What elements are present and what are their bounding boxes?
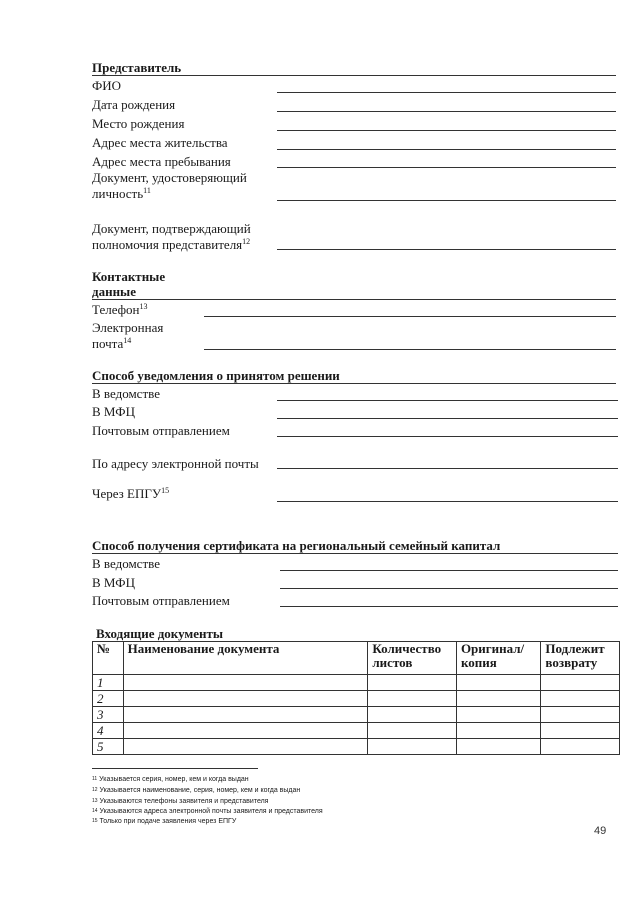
residence-address-label: Адрес места жительства	[92, 135, 228, 150]
footnote-15: $^{15}$ Только при подаче заявления через ЕПГУ	[92, 818, 237, 825]
certificate-heading: Способ получения сертификата на региональный семейный капитал	[92, 538, 618, 554]
email-label	[92, 320, 163, 352]
authority-document-label-line2: полномочия представителя	[92, 237, 243, 252]
notify-mfc-field[interactable]	[277, 418, 618, 419]
birth-place-label: Место рождения	[92, 116, 185, 131]
doc-return-cell[interactable]	[541, 691, 620, 707]
footnote-ref-12: 12	[242, 237, 251, 246]
doc-return-cell[interactable]	[541, 675, 620, 691]
cert-post-label: Почтовым отправлением	[92, 593, 230, 608]
table-row	[93, 723, 620, 739]
table-row	[93, 675, 620, 691]
col-header-orig: Оригинал/ копия	[456, 642, 540, 675]
authority-document-label	[92, 221, 251, 253]
doc-name-cell[interactable]	[123, 707, 368, 723]
doc-qty-cell[interactable]	[368, 723, 457, 739]
id-document-field[interactable]	[277, 200, 616, 201]
incoming-docs-table	[92, 641, 620, 755]
col-header-return: Подлежит возврату	[541, 642, 620, 675]
cert-agency-field[interactable]	[280, 570, 618, 571]
footnote-11: $^{11}$ Указывается серия, номер, кем и когда выдан	[92, 776, 249, 783]
cert-agency-label: В ведомстве	[92, 556, 160, 571]
footnote-divider	[92, 768, 258, 769]
table-header-row	[93, 642, 620, 675]
cert-mfc-label: В МФЦ	[92, 575, 135, 590]
doc-name-cell[interactable]	[123, 691, 368, 707]
fio-label: ФИО	[92, 78, 122, 93]
row-number: 5	[93, 739, 124, 755]
contacts-heading: Контактные данные	[92, 269, 616, 300]
doc-orig-cell[interactable]	[456, 691, 540, 707]
doc-orig-cell[interactable]	[456, 675, 540, 691]
id-document-label-line2: личность	[92, 186, 144, 201]
table-row	[93, 691, 620, 707]
table-row	[93, 707, 620, 723]
table-row	[93, 739, 620, 755]
footnote-ref-15: 15	[161, 486, 170, 495]
birth-date-field[interactable]	[277, 111, 616, 112]
email-field[interactable]	[204, 349, 616, 350]
birth-date-label: Дата рождения	[92, 97, 176, 112]
birth-place-field[interactable]	[277, 130, 616, 131]
doc-qty-cell[interactable]	[368, 739, 457, 755]
notify-epgu-label: Через ЕПГУ$^{15}$	[92, 486, 170, 501]
doc-return-cell[interactable]	[541, 707, 620, 723]
footnote-12: $^{12}$ Указывается наименование, серия, номер, кем и когда выдан	[92, 787, 301, 794]
col-header-num: №	[93, 642, 124, 675]
doc-name-cell[interactable]	[123, 723, 368, 739]
page-number: 49	[594, 825, 607, 837]
stay-address-field[interactable]	[277, 167, 616, 168]
phone-label: Телефон$^{13}$	[92, 302, 148, 317]
doc-return-cell[interactable]	[541, 723, 620, 739]
footnote-ref-13: 13	[139, 302, 148, 311]
col-header-qty: Количество листов	[368, 642, 457, 675]
notify-post-field[interactable]	[277, 436, 618, 437]
notify-post-label: Почтовым отправлением	[92, 423, 230, 438]
notify-epgu-field[interactable]	[277, 501, 618, 502]
doc-qty-cell[interactable]	[368, 707, 457, 723]
doc-name-cell[interactable]	[123, 739, 368, 755]
footnote-ref-11: 11	[143, 186, 151, 195]
doc-name-cell[interactable]	[123, 675, 368, 691]
email-label-line1: Электронная	[92, 320, 164, 335]
doc-orig-cell[interactable]	[456, 707, 540, 723]
footnote-13: $^{13}$ Указываются телефоны заявителя и представителя	[92, 798, 269, 805]
authority-document-field[interactable]	[277, 249, 616, 250]
footnote-14: $^{14}$ Указываются адреса электронной почты заявителя и представителя	[92, 808, 323, 815]
col-header-name: Наименование документа	[123, 642, 368, 675]
cert-post-field[interactable]	[280, 606, 618, 607]
incoming-docs-heading: Входящие документы	[96, 626, 224, 641]
phone-field[interactable]	[204, 316, 616, 317]
email-label-line2: почта	[92, 336, 124, 351]
stay-address-label: Адрес места пребывания	[92, 154, 231, 169]
doc-return-cell[interactable]	[541, 739, 620, 755]
residence-address-field[interactable]	[277, 149, 616, 150]
notify-agency-field[interactable]	[277, 400, 618, 401]
doc-orig-cell[interactable]	[456, 723, 540, 739]
id-document-label	[92, 170, 247, 202]
notify-email-label: По адресу электронной почты	[92, 456, 259, 471]
doc-qty-cell[interactable]	[368, 691, 457, 707]
representative-heading: Представитель	[92, 60, 616, 76]
row-number: 4	[93, 723, 124, 739]
notify-email-field[interactable]	[277, 468, 618, 469]
authority-document-label-line1: Документ, подтверждающий	[92, 221, 251, 236]
id-document-label-line1: Документ, удостоверяющий	[92, 170, 247, 185]
row-number: 1	[93, 675, 124, 691]
fio-field[interactable]	[277, 92, 616, 93]
footnote-ref-14: 14	[123, 336, 132, 345]
cert-mfc-field[interactable]	[280, 588, 618, 589]
doc-orig-cell[interactable]	[456, 739, 540, 755]
notify-mfc-label: В МФЦ	[92, 404, 135, 419]
doc-qty-cell[interactable]	[368, 675, 457, 691]
row-number: 3	[93, 707, 124, 723]
row-number: 2	[93, 691, 124, 707]
notify-agency-label: В ведомстве	[92, 386, 160, 401]
notification-heading: Способ уведомления о принятом решении	[92, 368, 616, 384]
